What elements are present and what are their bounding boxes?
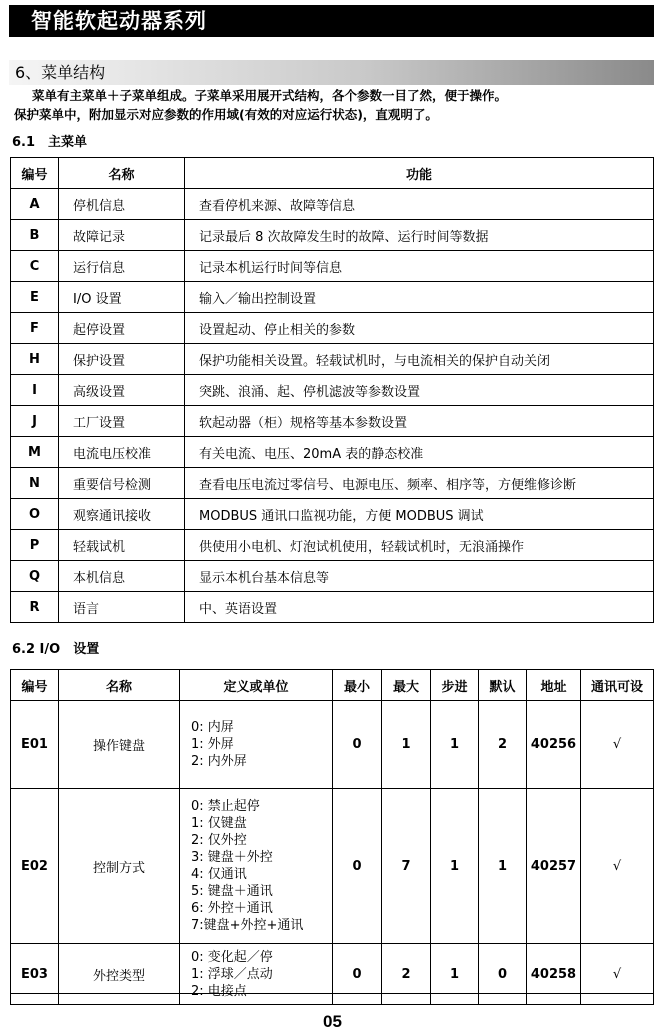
- menu-code-cell: F: [11, 313, 59, 344]
- option-item: 5: 键盘＋通讯: [191, 884, 273, 899]
- table-row: [11, 189, 654, 220]
- param-max-cell: 1: [382, 701, 431, 789]
- main-menu-heading: 6.1 主菜单: [12, 135, 88, 150]
- column-header-min: 最小: [333, 670, 382, 701]
- menu-function-cell: 软起动器（柜）规格等基本参数设置: [185, 406, 654, 437]
- table-row: [11, 944, 654, 1005]
- menu-name-cell: 故障记录: [59, 220, 185, 251]
- table-row: [11, 375, 654, 406]
- menu-function-cell: 输入／输出控制设置: [185, 282, 654, 313]
- table-row: [11, 530, 654, 561]
- menu-code-cell: E: [11, 282, 59, 313]
- column-header-max: 最大: [382, 670, 431, 701]
- menu-name-cell: 起停设置: [59, 313, 185, 344]
- main-menu-table: [10, 157, 654, 623]
- option-item: 0: 内屏: [191, 720, 234, 735]
- option-item: 6: 外控＋通讯: [191, 901, 273, 916]
- option-item: 4: 仅通讯: [191, 867, 247, 882]
- param-default-cell: 1: [479, 789, 527, 944]
- option-item: 1: 浮球／点动: [191, 966, 273, 982]
- param-default-cell: 2: [479, 701, 527, 789]
- param-addr-cell: 40257: [527, 789, 581, 944]
- menu-name-cell: 电流电压校准: [59, 437, 185, 468]
- menu-function-cell: 设置起动、停止相关的参数: [185, 313, 654, 344]
- table-row: [11, 789, 654, 944]
- menu-code-cell: Q: [11, 561, 59, 592]
- menu-code-cell: A: [11, 189, 59, 220]
- menu-function-cell: 记录最后 8 次故障发生时的故障、运行时间等数据: [185, 220, 654, 251]
- menu-code-cell: P: [11, 530, 59, 561]
- param-addr-cell: 40256: [527, 701, 581, 789]
- menu-function-cell: 查看停机来源、故障等信息: [185, 189, 654, 220]
- table-row: [11, 344, 654, 375]
- menu-code-cell: J: [11, 406, 59, 437]
- io-settings-table: [10, 669, 654, 1005]
- column-header-step: 步进: [431, 670, 479, 701]
- menu-name-cell: 重要信号检测: [59, 468, 185, 499]
- param-name-cell: 控制方式: [59, 789, 180, 944]
- menu-name-cell: 高级设置: [59, 375, 185, 406]
- option-item: 0: 变化起／停: [191, 949, 273, 965]
- option-item: 1: 仅键盘: [191, 816, 247, 831]
- param-comm-settable-cell: √: [581, 789, 654, 944]
- param-max-cell: 7: [382, 789, 431, 944]
- table-row: [11, 561, 654, 592]
- param-code-cell: E02: [11, 789, 59, 944]
- column-header-name: 名称: [59, 158, 185, 189]
- menu-name-cell: 观察通讯接收: [59, 499, 185, 530]
- menu-function-cell: 显示本机台基本信息等: [185, 561, 654, 592]
- option-item: 7:键盘+外控+通讯: [191, 918, 304, 933]
- param-name-cell: 操作键盘: [59, 701, 180, 789]
- table-row: [11, 313, 654, 344]
- param-min-cell: 0: [333, 944, 382, 1005]
- param-comm-settable-cell: √: [581, 701, 654, 789]
- option-item: 3: 键盘＋外控: [191, 850, 273, 865]
- param-default-cell: 0: [479, 944, 527, 1005]
- param-definition-cell: [180, 944, 333, 1005]
- param-definition-cell: [180, 701, 333, 789]
- intro-line-2: 保护菜单中，附加显示对应参数的作用域(有效的对应运行状态)，直观明了。: [14, 107, 438, 122]
- column-header-function: 功能: [185, 158, 654, 189]
- menu-code-cell: I: [11, 375, 59, 406]
- table-row: [11, 701, 654, 789]
- param-definition-cell: [180, 789, 333, 944]
- menu-function-cell: MODBUS 通讯口监视功能，方便 MODBUS 调试: [185, 499, 654, 530]
- param-code-cell: E03: [11, 944, 59, 1005]
- table-row: [11, 437, 654, 468]
- column-header-definition: 定义或单位: [180, 670, 333, 701]
- param-addr-cell: 40258: [527, 944, 581, 1005]
- io-settings-heading: 6.2 I/O 设置: [12, 642, 100, 657]
- section-title: 6、菜单结构: [9, 60, 654, 85]
- column-header-default: 默认: [479, 670, 527, 701]
- menu-code-cell: O: [11, 499, 59, 530]
- menu-code-cell: R: [11, 592, 59, 623]
- table-row: [11, 499, 654, 530]
- param-max-cell: 2: [382, 944, 431, 1005]
- column-header-code: 编号: [11, 670, 59, 701]
- menu-function-cell: 查看电压电流过零信号、电源电压、频率、相序等，方便维修诊断: [185, 468, 654, 499]
- menu-function-cell: 供使用小电机、灯泡试机使用，轻载试机时，无浪涌操作: [185, 530, 654, 561]
- column-header-address: 地址: [527, 670, 581, 701]
- menu-code-cell: M: [11, 437, 59, 468]
- option-item: 1: 外屏: [191, 737, 234, 752]
- param-code-cell: E01: [11, 701, 59, 789]
- column-header-name: 名称: [59, 670, 180, 701]
- param-min-cell: 0: [333, 701, 382, 789]
- param-step-cell: 1: [431, 789, 479, 944]
- option-item: 2: 内外屏: [191, 754, 247, 769]
- option-item: 2: 仅外控: [191, 833, 247, 848]
- footer-divider: [10, 993, 654, 994]
- menu-code-cell: H: [11, 344, 59, 375]
- param-min-cell: 0: [333, 789, 382, 944]
- menu-name-cell: 运行信息: [59, 251, 185, 282]
- table-row: [11, 406, 654, 437]
- table-header-row: [11, 158, 654, 189]
- menu-name-cell: 轻载试机: [59, 530, 185, 561]
- option-item: 0: 禁止起停: [191, 799, 260, 814]
- page-number: 05: [323, 1012, 342, 1031]
- menu-code-cell: C: [11, 251, 59, 282]
- table-row: [11, 251, 654, 282]
- menu-name-cell: 保护设置: [59, 344, 185, 375]
- menu-name-cell: 停机信息: [59, 189, 185, 220]
- param-comm-settable-cell: √: [581, 944, 654, 1005]
- menu-code-cell: N: [11, 468, 59, 499]
- document-title: 智能软起动器系列: [9, 5, 654, 37]
- section-intro: [14, 86, 654, 124]
- menu-name-cell: I/O 设置: [59, 282, 185, 313]
- menu-function-cell: 有关电流、电压、20mA 表的静态校准: [185, 437, 654, 468]
- menu-name-cell: 本机信息: [59, 561, 185, 592]
- option-item: 2: 电接点: [191, 983, 247, 999]
- table-row: [11, 468, 654, 499]
- menu-code-cell: B: [11, 220, 59, 251]
- menu-function-cell: 保护功能相关设置。轻载试机时，与电流相关的保护自动关闭: [185, 344, 654, 375]
- param-step-cell: 1: [431, 944, 479, 1005]
- param-step-cell: 1: [431, 701, 479, 789]
- menu-function-cell: 中、英语设置: [185, 592, 654, 623]
- table-row: [11, 282, 654, 313]
- menu-function-cell: 记录本机运行时间等信息: [185, 251, 654, 282]
- intro-line-1: 菜单有主菜单＋子菜单组成。子菜单采用展开式结构，各个参数一目了然，便于操作。: [32, 88, 508, 103]
- param-name-cell: 外控类型: [59, 944, 180, 1005]
- table-row: [11, 220, 654, 251]
- column-header-code: 编号: [11, 158, 59, 189]
- column-header-comm-settable: 通讯可设: [581, 670, 654, 701]
- menu-name-cell: 工厂设置: [59, 406, 185, 437]
- menu-function-cell: 突跳、浪涌、起、停机滤波等参数设置: [185, 375, 654, 406]
- table-header-row: [11, 670, 654, 701]
- table-row: [11, 592, 654, 623]
- menu-name-cell: 语言: [59, 592, 185, 623]
